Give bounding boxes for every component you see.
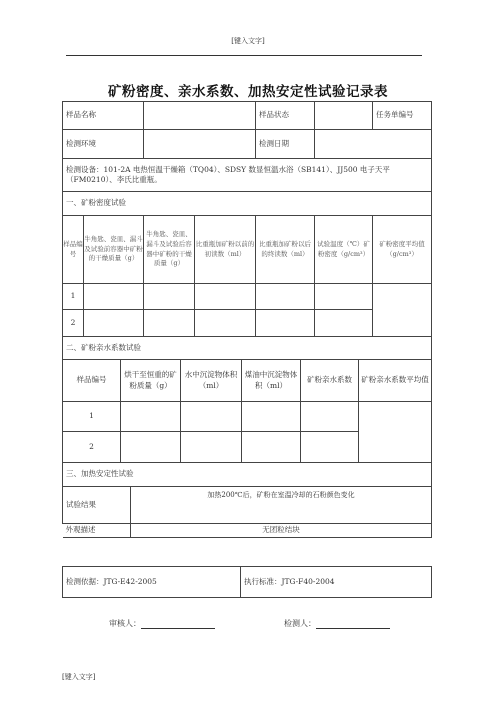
s2-header-coefficient-avg: 矿粉亲水系数平均值: [359, 360, 432, 402]
sample-state-value[interactable]: [315, 102, 373, 130]
s1-header-density-avg: 矿粉密度平均值（g/cm³）: [373, 216, 432, 284]
s1-row2-cell[interactable]: [256, 310, 315, 337]
date-value[interactable]: [315, 130, 432, 159]
appearance-value[interactable]: 无团粒结块: [131, 524, 432, 538]
reviewer-line[interactable]: [141, 619, 215, 629]
s1-header-final-reading: 比重瓶加矿粉以后的终读数（ml）: [256, 216, 315, 284]
s1-row2-cell[interactable]: [195, 310, 256, 337]
date-label: 检测日期: [256, 130, 315, 159]
page-header-text: [键入文字]: [231, 37, 265, 45]
result-description: 加热200℃后，矿粉在室温冷却的石粉颜色变化: [207, 491, 355, 499]
s1-row2-cell[interactable]: [315, 310, 373, 337]
s1-header-temp-density: 试验温度（℃）矿粉密度（g/cm³）: [315, 216, 373, 284]
s2-row2-cell[interactable]: [121, 432, 181, 463]
tester-signature: [284, 618, 390, 629]
test-basis: 检测依据：JTG-E42-2005: [63, 567, 241, 598]
s1-header-mass-after: 牛角匙、瓷皿、漏斗及试验后容器中矿粉的干燥质量（g）: [144, 216, 195, 284]
record-table-hydrophilic: [62, 336, 432, 487]
s1-row1-cell[interactable]: [315, 284, 373, 310]
task-number-label: 任务单编号: [376, 110, 414, 120]
env-value[interactable]: [144, 130, 256, 159]
appearance-label: 外观描述: [63, 524, 131, 538]
s1-density-avg-value[interactable]: [373, 284, 432, 337]
s2-row2-no: 2: [63, 432, 121, 463]
s2-row2-cell[interactable]: [301, 432, 359, 463]
section1-title: 一、矿粉密度试验: [63, 192, 432, 216]
reviewer-label: 审核人：: [109, 619, 141, 628]
s1-row1-no: 1: [63, 284, 84, 310]
sample-state-label: 样品状态: [256, 102, 315, 130]
s1-row1-cell[interactable]: [84, 284, 144, 310]
s2-header-coefficient: 矿粉亲水系数: [301, 360, 359, 402]
s2-row1-cell[interactable]: [301, 402, 359, 432]
s2-header-kerosene-sediment: 煤油中沉淀物体积（ml）: [242, 360, 301, 402]
s1-header-mass-before: 牛角匙、瓷皿、漏斗及试验前容器中矿粉的干燥质量（g）: [84, 216, 144, 284]
section2-title: 二、矿粉亲水系数试验: [63, 337, 432, 360]
sample-name-label: 样品名称: [63, 102, 144, 130]
execution-standard: 执行标准：JTG-F40-2004: [241, 567, 432, 598]
equipment-line-1: 检测设备：101-2A 电热恒温干燥箱（TQ04）、SDSY 数显恒温水浴（SB141）、JJ500 电子天平: [66, 164, 390, 174]
s2-coefficient-avg-value[interactable]: [359, 402, 432, 463]
s2-header-water-sediment: 水中沉淀物体积（ml）: [181, 360, 242, 402]
sample-name-value[interactable]: [144, 102, 256, 130]
result-cell[interactable]: [131, 487, 432, 524]
s2-row2-cell[interactable]: [181, 432, 242, 463]
s2-header-dry-mass: 烘干至恒重的矿粉质量（g）: [121, 360, 181, 402]
task-number-cell[interactable]: [373, 102, 432, 130]
env-label: 检测环境: [63, 130, 144, 159]
s2-row1-cell[interactable]: [242, 402, 301, 432]
s1-row2-cell[interactable]: [84, 310, 144, 337]
equipment-line-2: （FM0210）、李氏比重瓶。: [66, 175, 162, 184]
s1-row1-cell[interactable]: [195, 284, 256, 310]
s2-row1-cell[interactable]: [121, 402, 181, 432]
s2-row1-no: 1: [63, 402, 121, 432]
s1-header-sample-no: 样品编号: [63, 216, 84, 284]
s2-header-sample-no: 样品编号: [63, 360, 121, 402]
page-title: 矿粉密度、亲水系数、加热安定性试验记录表: [108, 84, 388, 100]
record-table-top: [62, 101, 432, 337]
s1-row1-cell[interactable]: [256, 284, 315, 310]
section3-title: 三、加热安定性试验: [63, 463, 432, 487]
equipment-cell: [63, 159, 432, 192]
s1-row1-cell[interactable]: [144, 284, 195, 310]
s2-row2-cell[interactable]: [242, 432, 301, 463]
s2-row1-cell[interactable]: [181, 402, 242, 432]
reviewer-signature: [109, 618, 215, 629]
tester-label: 检测人：: [284, 619, 316, 628]
record-table-basis: [62, 566, 432, 598]
result-label: 试验结果: [63, 487, 131, 524]
header-divider: [66, 55, 422, 56]
s1-row2-cell[interactable]: [144, 310, 195, 337]
s1-row2-no: 2: [63, 310, 84, 337]
record-table-heating: [62, 486, 432, 538]
s1-header-initial-reading: 比重瓶加矿粉以前的初读数（ml）: [195, 216, 256, 284]
tester-line[interactable]: [316, 619, 390, 629]
page-footer-text: [键入文字]: [62, 673, 96, 681]
